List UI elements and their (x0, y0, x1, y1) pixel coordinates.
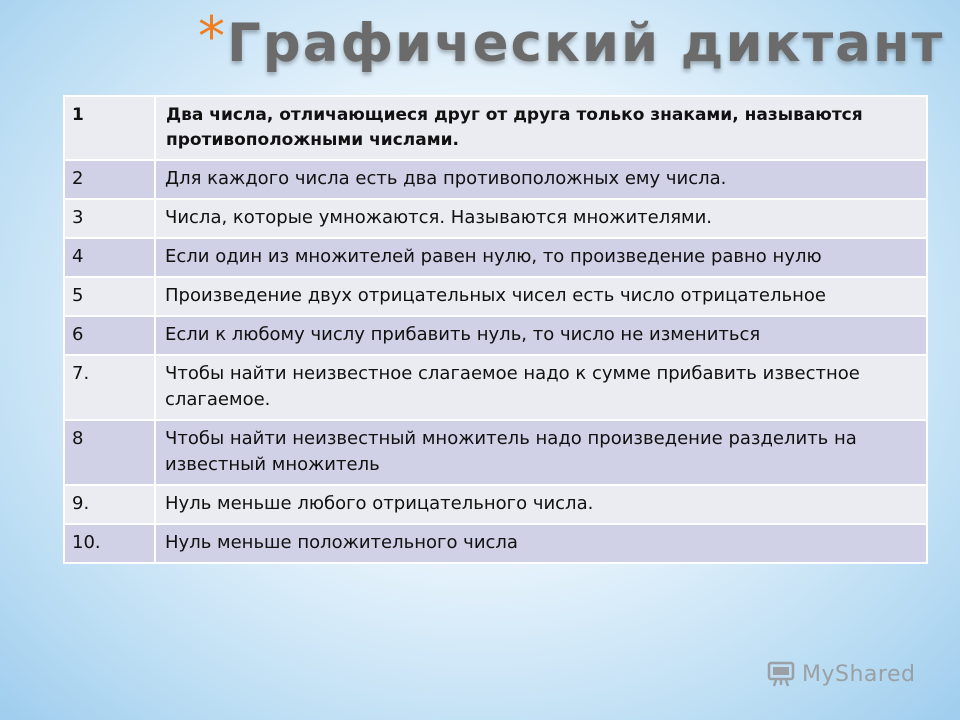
row-number: 9. (64, 485, 155, 524)
dictation-table (63, 95, 928, 564)
table-row (64, 316, 927, 355)
row-number: 1 (64, 96, 155, 160)
row-statement: Два числа, отличающиеся друг от друга только знаками, называются противоположными числами. (155, 96, 927, 160)
row-number: 2 (64, 160, 155, 199)
row-number: 3 (64, 199, 155, 238)
table-row (64, 420, 927, 485)
table-row (64, 96, 927, 160)
myshared-logo-icon (766, 659, 796, 689)
myshared-watermark (766, 656, 915, 692)
table-row (64, 277, 927, 316)
myshared-text: MyShared (802, 661, 916, 687)
row-statement: Чтобы найти неизвестное слагаемое надо к сумме прибавить известное слагаемое. (155, 355, 927, 420)
row-number: 6 (64, 316, 155, 355)
table-row (64, 485, 927, 524)
table-row (64, 199, 927, 238)
row-statement: Для каждого числа есть два противоположных ему числа. (155, 160, 927, 199)
row-statement: Нуль меньше положительного числа (155, 524, 927, 563)
table-row (64, 355, 927, 420)
row-number: 5 (64, 277, 155, 316)
title-text: Графический диктант (227, 13, 945, 74)
row-statement: Если один из множителей равен нулю, то произведение равно нулю (155, 238, 927, 277)
slide-title (198, 6, 944, 86)
row-number: 4 (64, 238, 155, 277)
table-row (64, 524, 927, 563)
title-star-bullet: * (198, 5, 225, 68)
table-row (64, 160, 927, 199)
row-statement: Если к любому числу прибавить нуль, то число не измениться (155, 316, 927, 355)
table-row (64, 238, 927, 277)
row-statement: Нуль меньше любого отрицательного числа. (155, 485, 927, 524)
row-statement: Произведение двух отрицательных чисел есть число отрицательное (155, 277, 927, 316)
row-statement: Числа, которые умножаются. Называются множителями. (155, 199, 927, 238)
row-number: 8 (64, 420, 155, 485)
row-statement: Чтобы найти неизвестный множитель надо произведение разделить на известный множитель (155, 420, 927, 485)
row-number: 7. (64, 355, 155, 420)
row-number: 10. (64, 524, 155, 563)
